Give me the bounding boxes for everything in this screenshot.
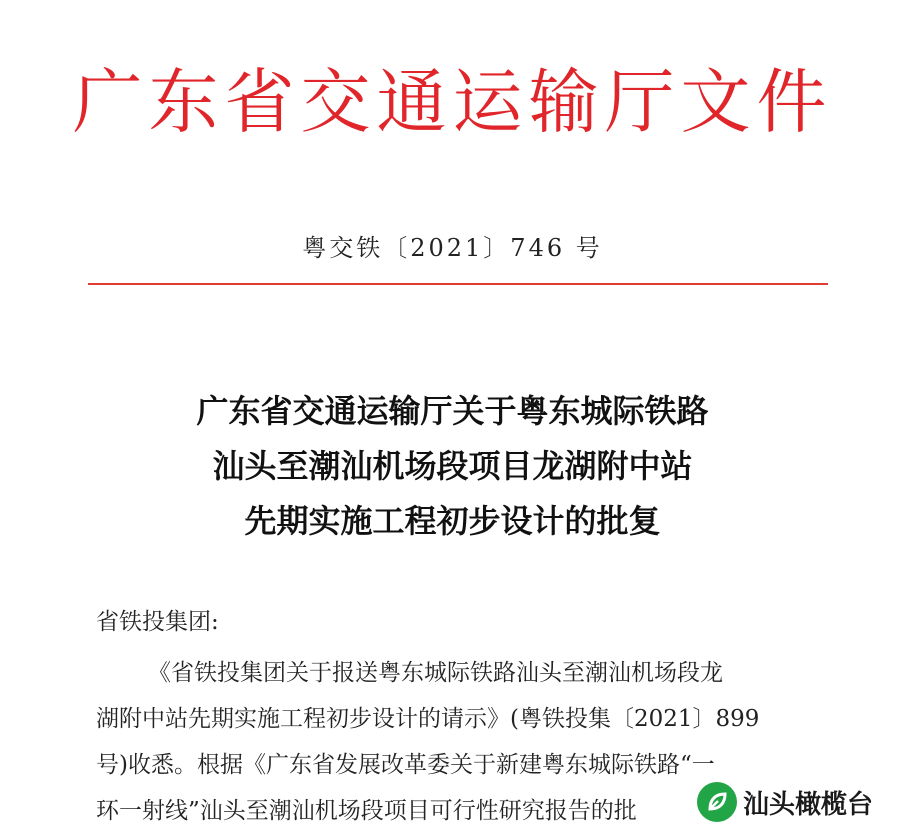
body-paragraph-line: 湖附中站先期实施工程初步设计的请示》(粤铁投集〔2021〕899 xyxy=(96,706,760,732)
subject-line: 汕头至潮汕机场段项目龙湖附中站 xyxy=(212,447,693,485)
body-paragraph-line: 环一射线”汕头至潮汕机场段项目可行性研究报告的批 xyxy=(96,798,637,824)
body-paragraph-line: 《省铁投集团关于报送粤东城际铁路汕头至潮汕机场段龙 xyxy=(148,660,723,686)
red-divider-rule xyxy=(88,283,828,285)
subject-line: 广东省交通运输厅关于粤东城际铁路 xyxy=(196,392,709,430)
body-paragraph-line: 号)收悉。根据《广东省发展改革委关于新建粤东城际铁路“一 xyxy=(96,752,715,778)
recipient-salutation: 省铁投集团: xyxy=(96,609,219,635)
subject-line: 先期实施工程初步设计的批复 xyxy=(244,502,661,540)
document-number: 粤交铁〔2021〕746 号 xyxy=(302,234,603,262)
watermark-text: 汕头橄榄台 xyxy=(743,789,874,820)
leaf-logo-icon xyxy=(697,782,737,822)
document-subject xyxy=(0,384,905,549)
source-watermark xyxy=(697,778,897,826)
document-header-title: 广东省交通运输厅文件 xyxy=(72,61,833,143)
